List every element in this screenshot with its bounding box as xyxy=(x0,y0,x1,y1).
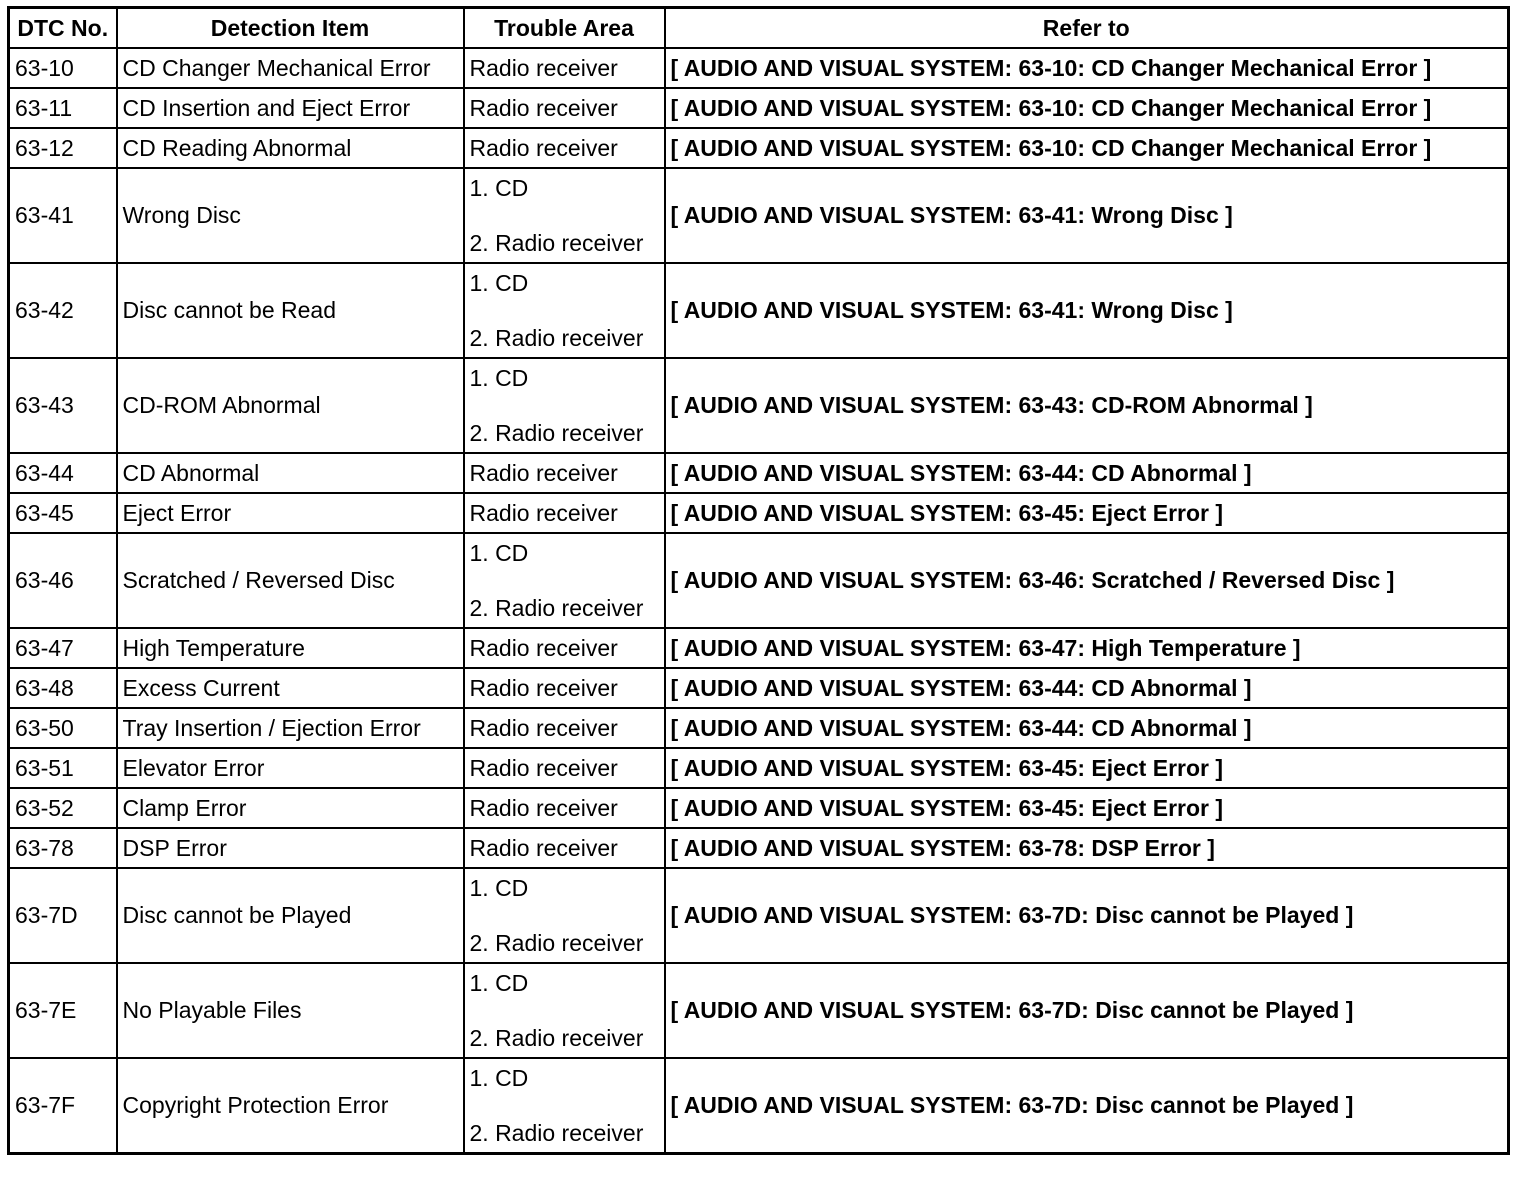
refer-to-link: [ AUDIO AND VISUAL SYSTEM: 63-43: CD-ROM Abnormal ] xyxy=(665,358,1509,453)
trouble-area-line: 1. CD xyxy=(469,539,529,566)
trouble-area-line: Radio receiver xyxy=(469,134,618,161)
dtc-code: 63-10 xyxy=(9,48,117,88)
dtc-code: 63-45 xyxy=(9,493,117,533)
refer-to-link: [ AUDIO AND VISUAL SYSTEM: 63-45: Eject Error ] xyxy=(665,748,1509,788)
dtc-code: 63-43 xyxy=(9,358,117,453)
dtc-code: 63-7E xyxy=(9,963,117,1058)
trouble-area-line: Radio receiver xyxy=(469,499,618,526)
table-row xyxy=(9,963,1509,1058)
trouble-area xyxy=(464,533,665,628)
trouble-area xyxy=(464,788,665,828)
trouble-area-line: 2. Radio receiver xyxy=(469,929,644,956)
trouble-area-line: 2. Radio receiver xyxy=(469,229,644,256)
refer-to-link: [ AUDIO AND VISUAL SYSTEM: 63-7D: Disc cannot be Played ] xyxy=(665,963,1509,1058)
header-dtc-no: DTC No. xyxy=(9,8,117,49)
trouble-area-line: Radio receiver xyxy=(469,459,618,486)
dtc-code: 63-47 xyxy=(9,628,117,668)
trouble-area xyxy=(464,88,665,128)
detection-item: Copyright Protection Error xyxy=(117,1058,464,1154)
table-row xyxy=(9,1058,1509,1154)
header-trouble-area: Trouble Area xyxy=(464,8,665,49)
trouble-area xyxy=(464,868,665,963)
detection-item: Disc cannot be Played xyxy=(117,868,464,963)
dtc-code: 63-11 xyxy=(9,88,117,128)
table-row xyxy=(9,708,1509,748)
table-row xyxy=(9,748,1509,788)
table-row xyxy=(9,128,1509,168)
table-row xyxy=(9,263,1509,358)
table-row xyxy=(9,533,1509,628)
refer-to-link: [ AUDIO AND VISUAL SYSTEM: 63-44: CD Abnormal ] xyxy=(665,708,1509,748)
refer-to-link: [ AUDIO AND VISUAL SYSTEM: 63-45: Eject Error ] xyxy=(665,788,1509,828)
trouble-area xyxy=(464,168,665,263)
refer-to-link: [ AUDIO AND VISUAL SYSTEM: 63-46: Scratched / Reversed Disc ] xyxy=(665,533,1509,628)
trouble-area xyxy=(464,493,665,533)
dtc-code: 63-41 xyxy=(9,168,117,263)
refer-to-link: [ AUDIO AND VISUAL SYSTEM: 63-45: Eject Error ] xyxy=(665,493,1509,533)
refer-to-link: [ AUDIO AND VISUAL SYSTEM: 63-10: CD Changer Mechanical Error ] xyxy=(665,128,1509,168)
refer-to-link: [ AUDIO AND VISUAL SYSTEM: 63-10: CD Changer Mechanical Error ] xyxy=(665,88,1509,128)
table-row xyxy=(9,88,1509,128)
table-row xyxy=(9,493,1509,533)
trouble-area-line: 2. Radio receiver xyxy=(469,324,644,351)
trouble-area xyxy=(464,708,665,748)
trouble-area xyxy=(464,628,665,668)
dtc-code: 63-51 xyxy=(9,748,117,788)
detection-item: Eject Error xyxy=(117,493,464,533)
trouble-area-line: Radio receiver xyxy=(469,794,618,821)
header-detection-item: Detection Item xyxy=(117,8,464,49)
table-row xyxy=(9,358,1509,453)
dtc-code: 63-46 xyxy=(9,533,117,628)
trouble-area-line: 1. CD xyxy=(469,969,529,996)
trouble-area-line: 1. CD xyxy=(469,364,529,391)
detection-item: High Temperature xyxy=(117,628,464,668)
detection-item: CD-ROM Abnormal xyxy=(117,358,464,453)
detection-item: Disc cannot be Read xyxy=(117,263,464,358)
refer-to-link: [ AUDIO AND VISUAL SYSTEM: 63-41: Wrong Disc ] xyxy=(665,263,1509,358)
trouble-area-line: Radio receiver xyxy=(469,754,618,781)
detection-item: Clamp Error xyxy=(117,788,464,828)
trouble-area xyxy=(464,748,665,788)
detection-item: Excess Current xyxy=(117,668,464,708)
refer-to-link: [ AUDIO AND VISUAL SYSTEM: 63-47: High Temperature ] xyxy=(665,628,1509,668)
trouble-area-line: 2. Radio receiver xyxy=(469,419,644,446)
table-row xyxy=(9,668,1509,708)
trouble-area-line: 1. CD xyxy=(469,269,529,296)
trouble-area xyxy=(464,453,665,493)
table-row xyxy=(9,788,1509,828)
detection-item: Elevator Error xyxy=(117,748,464,788)
trouble-area-line: 1. CD xyxy=(469,174,529,201)
table-row xyxy=(9,168,1509,263)
trouble-area-line: Radio receiver xyxy=(469,714,618,741)
trouble-area-line: 1. CD xyxy=(469,874,529,901)
trouble-area xyxy=(464,963,665,1058)
refer-to-link: [ AUDIO AND VISUAL SYSTEM: 63-10: CD Changer Mechanical Error ] xyxy=(665,48,1509,88)
trouble-area xyxy=(464,263,665,358)
dtc-code: 63-78 xyxy=(9,828,117,868)
table-body xyxy=(9,48,1509,1154)
trouble-area-line: Radio receiver xyxy=(469,634,618,661)
detection-item: Scratched / Reversed Disc xyxy=(117,533,464,628)
dtc-code: 63-50 xyxy=(9,708,117,748)
refer-to-link: [ AUDIO AND VISUAL SYSTEM: 63-7D: Disc cannot be Played ] xyxy=(665,868,1509,963)
table-row xyxy=(9,868,1509,963)
refer-to-link: [ AUDIO AND VISUAL SYSTEM: 63-7D: Disc cannot be Played ] xyxy=(665,1058,1509,1154)
detection-item: CD Reading Abnormal xyxy=(117,128,464,168)
trouble-area xyxy=(464,48,665,88)
trouble-area xyxy=(464,358,665,453)
trouble-area-line: 1. CD xyxy=(469,1064,529,1091)
trouble-area-line: 2. Radio receiver xyxy=(469,1119,644,1146)
trouble-area-line: 2. Radio receiver xyxy=(469,594,644,621)
dtc-code: 63-12 xyxy=(9,128,117,168)
trouble-area-line: Radio receiver xyxy=(469,674,618,701)
table-row xyxy=(9,48,1509,88)
header-refer-to: Refer to xyxy=(665,8,1509,49)
dtc-code: 63-44 xyxy=(9,453,117,493)
dtc-code: 63-48 xyxy=(9,668,117,708)
dtc-code: 63-7D xyxy=(9,868,117,963)
dtc-code: 63-42 xyxy=(9,263,117,358)
header-row xyxy=(9,8,1509,49)
refer-to-link: [ AUDIO AND VISUAL SYSTEM: 63-44: CD Abnormal ] xyxy=(665,668,1509,708)
trouble-area xyxy=(464,128,665,168)
detection-item: CD Abnormal xyxy=(117,453,464,493)
trouble-area-line: 2. Radio receiver xyxy=(469,1024,644,1051)
dtc-table xyxy=(7,6,1510,1155)
refer-to-link: [ AUDIO AND VISUAL SYSTEM: 63-44: CD Abnormal ] xyxy=(665,453,1509,493)
trouble-area xyxy=(464,828,665,868)
refer-to-link: [ AUDIO AND VISUAL SYSTEM: 63-41: Wrong Disc ] xyxy=(665,168,1509,263)
dtc-code: 63-52 xyxy=(9,788,117,828)
detection-item: DSP Error xyxy=(117,828,464,868)
detection-item: CD Changer Mechanical Error xyxy=(117,48,464,88)
trouble-area-line: Radio receiver xyxy=(469,54,618,81)
trouble-area-line: Radio receiver xyxy=(469,834,618,861)
trouble-area xyxy=(464,1058,665,1154)
table-row xyxy=(9,628,1509,668)
dtc-code: 63-7F xyxy=(9,1058,117,1154)
table-row xyxy=(9,828,1509,868)
refer-to-link: [ AUDIO AND VISUAL SYSTEM: 63-78: DSP Error ] xyxy=(665,828,1509,868)
table-row xyxy=(9,453,1509,493)
detection-item: No Playable Files xyxy=(117,963,464,1058)
trouble-area xyxy=(464,668,665,708)
detection-item: CD Insertion and Eject Error xyxy=(117,88,464,128)
trouble-area-line: Radio receiver xyxy=(469,94,618,121)
detection-item: Tray Insertion / Ejection Error xyxy=(117,708,464,748)
detection-item: Wrong Disc xyxy=(117,168,464,263)
